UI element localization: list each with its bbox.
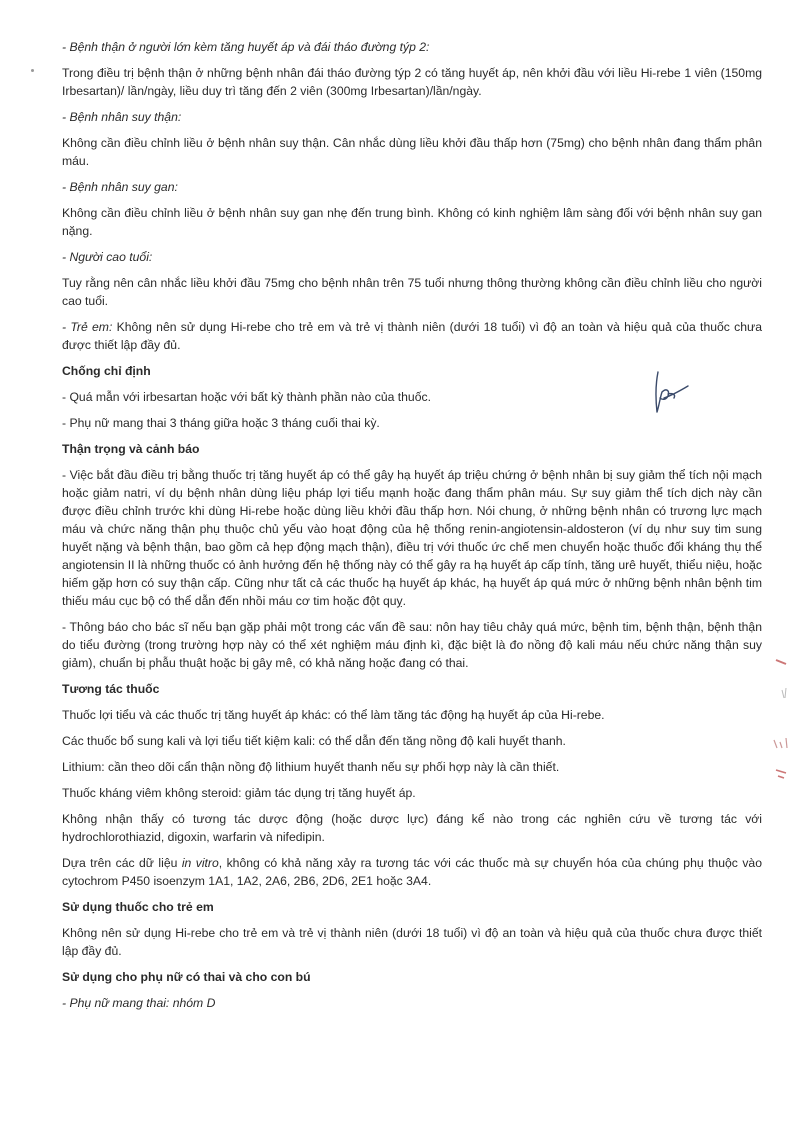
paragraph-renal-impairment: Không cần điều chỉnh liều ở bệnh nhân suy thận. Cân nhắc dùng liều khởi đầu thấp hơn (75mg) cho bệnh nhân đang thẩm phân máu. (62, 136, 762, 168)
paragraph-pediatric-use: Không nên sử dụng Hi-rebe cho trẻ em và trẻ vị thành niên (dưới 18 tuổi) vì độ an toàn và hiệu quả của thuốc chưa được thiết lập đầy đủ. (62, 926, 762, 958)
contraindication-item: - Quá mẫn với irbesartan hoặc với bất kỳ thành phần nào của thuốc. (62, 390, 431, 404)
heading-pregnancy-lactation: Sử dụng cho phụ nữ có thai và cho con bú (62, 970, 311, 984)
interaction-item: Không nhận thấy có tương tác dược động (hoặc dược lực) đáng kể nào trong các nghiên cứu về tương tác với hydrochlorothiazid, digoxin, warfarin và nifedipin. (62, 812, 762, 844)
in-vitro-prefix: Dựa trên các dữ liệu (62, 856, 182, 870)
heading-warnings: Thận trọng và cảnh báo (62, 442, 200, 456)
paragraph-hepatic-impairment: Không cần điều chỉnh liều ở bệnh nhân suy gan nhẹ đến trung bình. Không có kinh nghiệm lâm sàng đối với bệnh nhân suy gan nặng. (62, 206, 762, 238)
heading-pediatric-use: Sử dụng thuốc cho trẻ em (62, 900, 214, 914)
interaction-item: Lithium: cần theo dõi cẩn thận nồng độ lithium huyết thanh nếu sự phối hợp này là cần thiết. (62, 760, 560, 774)
section-heading-kidney-diabetes: - Bệnh thận ở người lớn kèm tăng huyết áp và đái tháo đường týp 2: (62, 40, 430, 54)
interaction-item: Thuốc lợi tiểu và các thuốc trị tăng huyết áp khác: có thể làm tăng tác động hạ huyết áp của Hi-rebe. (62, 708, 605, 722)
pregnancy-item: - Phụ nữ mang thai: nhóm D (62, 996, 216, 1010)
interaction-item: Các thuốc bổ sung kali và lợi tiểu tiết kiệm kali: có thể dẫn đến tăng nồng độ kali huyết thanh. (62, 734, 566, 748)
section-heading-hepatic-impairment: - Bệnh nhân suy gan: (62, 180, 178, 194)
in-vitro-suffix: , không có khả năng xảy ra tương tác với các thuốc mà sự chuyển hóa của chúng phụ thuộc vào cytochrom P450 isoenzym 1A1, 1A2, 2A6, 2B6, 2D6, 2E1 hoặc 3A4. (62, 856, 762, 888)
heading-interactions: Tương tác thuốc (62, 682, 160, 696)
handwritten-signature (648, 368, 694, 420)
interaction-item-in-vitro (62, 854, 762, 890)
children-lead: - Trẻ em: (62, 320, 113, 334)
paragraph-kidney-diabetes: Trong điều trị bệnh thận ở những bệnh nhân đái tháo đường týp 2 có tăng huyết áp, nên khởi đầu với liều Hi-rebe 1 viên (150mg Irbesartan)/ lần/ngày, liều duy trì tăng đến 2 viên (300mg Irbesartan)/lần/ngày. (62, 66, 762, 98)
section-heading-renal-impairment: - Bệnh nhân suy thận: (62, 110, 182, 124)
interaction-item: Thuốc kháng viêm không steroid: giảm tác dụng trị tăng huyết áp. (62, 786, 416, 800)
contraindication-item: - Phụ nữ mang thai 3 tháng giữa hoặc 3 tháng cuối thai kỳ. (62, 416, 380, 430)
document-page (62, 38, 762, 1020)
scan-dot (30, 60, 35, 65)
warning-paragraph: - Việc bắt đầu điều trị bằng thuốc trị tăng huyết áp có thể gây hạ huyết áp triệu chứng ở bệnh nhân bị suy giảm thể tích nội mạch hoặc giảm natri, ví dụ bệnh nhân dùng liệu pháp lợi tiểu mạnh hoặc đang thẩm phân máu. Sự suy giảm thể tích dịch này cần được điều chỉnh trước khi dùng Hi-rebe hoặc dùng liều khởi đầu thấp hơn. Nói chung, ở những bệnh nhân có trương lực mạch máu và chức năng thận phụ thuộc chủ yếu vào hoạt động của hệ thống renin-angiotensin-aldosteron (ví dụ như suy tim sung huyết nặng và bệnh thận, bao gồm cả hẹp động mạch thận), điều trị với thuốc ức chế men chuyển hoặc thuốc đối kháng thụ thể angiotensin II là những thuốc có ảnh hưởng đến hệ thống này có thể gây ra hạ huyết áp cấp tính, tăng urê huyết, thiểu niệu, hoặc hiếm gặp hơn có suy thận cấp. Cũng như tất cả các thuốc hạ huyết áp khác, hạ huyết áp quá mức ở những bệnh nhân bệnh tim thiếu máu cục bộ có thể dẫn đến nhồi máu cơ tim hoặc đột quỵ. (62, 468, 762, 608)
warning-paragraph: - Thông báo cho bác sĩ nếu bạn gặp phải một trong các vấn đề sau: nôn hay tiêu chảy quá mức, bệnh tim, bệnh thận, bệnh thận do tiểu đường (trong trường hợp này có thể xét nghiệm máu định kì, đặc biệt là đo nồng độ kali máu nếu chức năng thận suy giảm), chuẩn bị phẫu thuật hoặc bị gây mê, có khả năng hoặc đang có thai. (62, 620, 762, 670)
in-vitro-term: in vitro (181, 856, 219, 870)
paragraph-elderly: Tuy rằng nên cân nhắc liều khởi đầu 75mg cho bệnh nhân trên 75 tuổi nhưng thông thường không cần điều chỉnh liều cho người cao tuổi. (62, 276, 762, 308)
section-heading-elderly: - Người cao tuổi: (62, 250, 153, 264)
heading-contraindications: Chống chỉ định (62, 364, 151, 378)
children-text: Không nên sử dụng Hi-rebe cho trẻ em và trẻ vị thành niên (dưới 18 tuổi) vì độ an toàn và hiệu quả của thuốc chưa được thiết lập đầy đủ. (62, 320, 762, 352)
paragraph-children (62, 318, 762, 354)
margin-stamp-marks (768, 650, 796, 800)
